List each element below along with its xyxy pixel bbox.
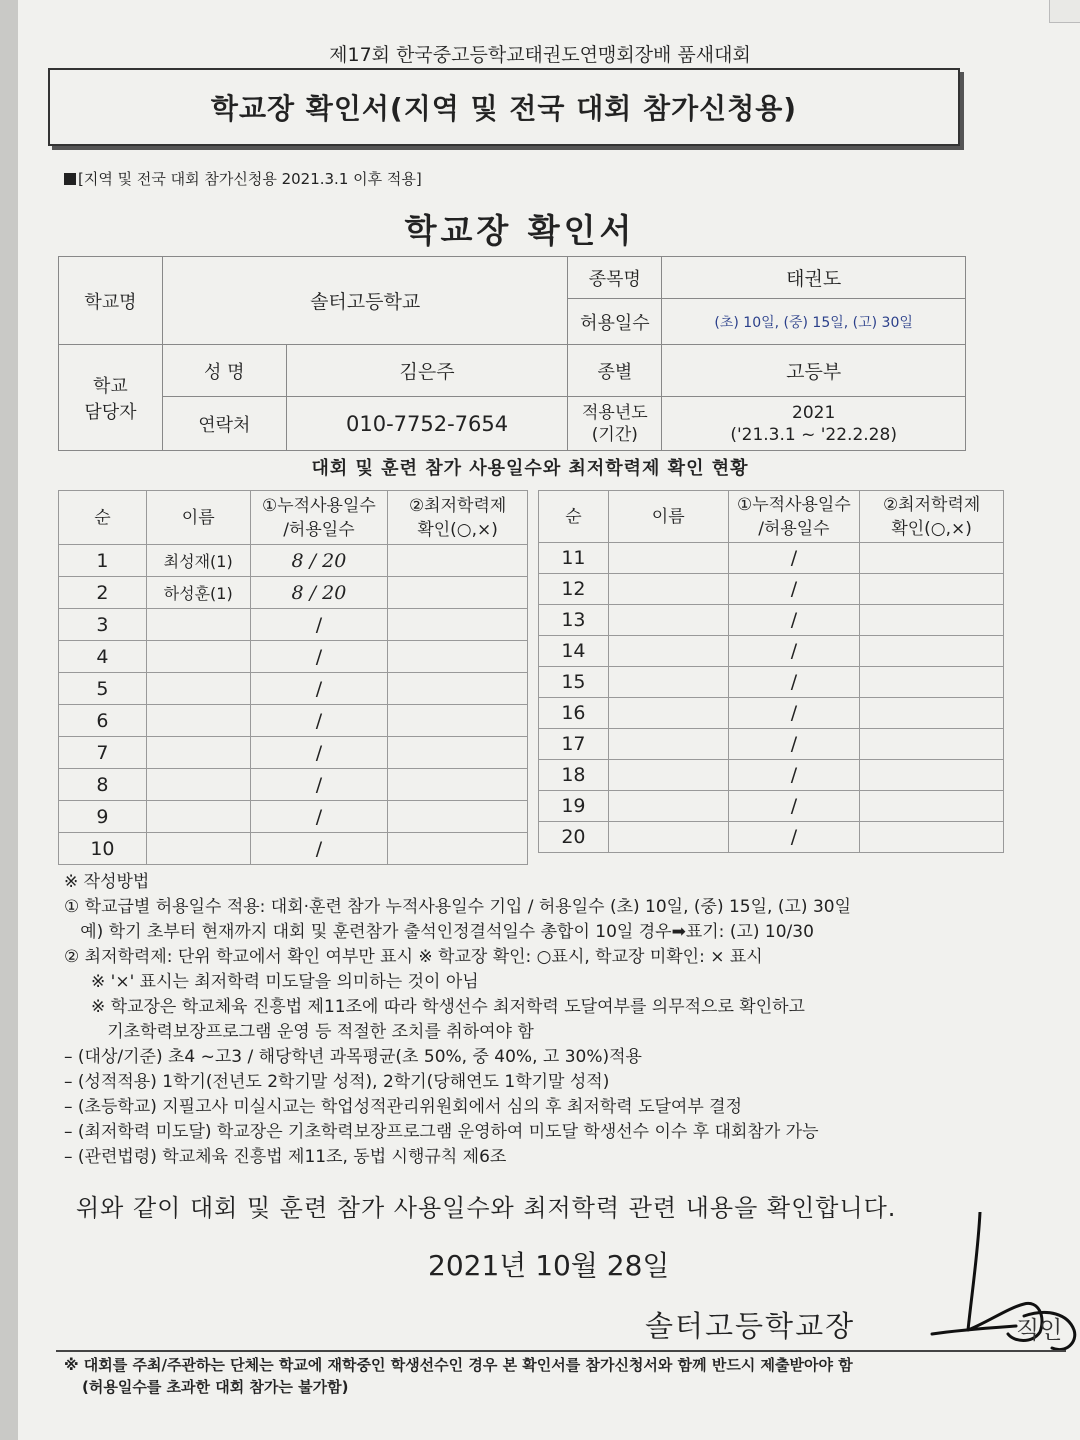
- year-value: 2021 ('21.3.1 ~ '22.2.28): [662, 397, 966, 451]
- document-banner: 학교장 확인서(지역 및 전국 대회 참가신청용): [48, 68, 960, 146]
- issue-date: 2021년 10월 28일: [428, 1249, 670, 1282]
- table-row: [59, 833, 528, 865]
- school-label: 학교명: [59, 257, 163, 345]
- student-name: [608, 698, 728, 729]
- student-name: [146, 609, 250, 641]
- days-used: /: [728, 760, 860, 791]
- status-rows-left: [59, 545, 528, 865]
- method-line: ※ '×' 표시는 최저학력 미도달을 의미하는 것이 아님: [64, 972, 479, 992]
- row-number: 4: [59, 641, 147, 673]
- table-row: [539, 791, 1004, 822]
- table-row: [539, 636, 1004, 667]
- name-label: 성 명: [162, 345, 286, 397]
- division-value: 고등부: [662, 345, 966, 397]
- student-name: [146, 673, 250, 705]
- row-number: 20: [539, 822, 609, 853]
- method-line: – (관련법령) 학교체육 진흥법 제11조, 동법 시행규칙 제6조: [64, 1147, 507, 1167]
- min-academic-check: [388, 801, 528, 833]
- min-academic-check: [860, 543, 1004, 574]
- table-row: [539, 822, 1004, 853]
- event-value: 태권도: [662, 257, 966, 299]
- student-name: [146, 641, 250, 673]
- days-used: /: [250, 609, 388, 641]
- student-name: [608, 729, 728, 760]
- table-row: [59, 705, 528, 737]
- min-academic-check: [388, 705, 528, 737]
- min-academic-check: [388, 769, 528, 801]
- min-academic-check: [860, 574, 1004, 605]
- days-used: /: [728, 543, 860, 574]
- student-name: [608, 822, 728, 853]
- col-name: 이름: [146, 491, 250, 545]
- division-label: 종별: [568, 345, 662, 397]
- student-name: [608, 760, 728, 791]
- row-number: 2: [59, 577, 147, 609]
- seal-text: 직인: [1016, 1316, 1063, 1344]
- contact-value: 010-7752-7654: [286, 397, 568, 451]
- footnote-line: ※ 대회를 주최/주관하는 단체는 학교에 재학중인 학생선수인 경우 본 확인서를 참가신청서와 함께 반드시 제출받아야 함: [64, 1356, 853, 1374]
- footnote: [64, 1354, 853, 1398]
- row-number: 18: [539, 760, 609, 791]
- student-name: [608, 667, 728, 698]
- min-academic-check: [860, 636, 1004, 667]
- method-line: – (최저학력 미도달) 학교장은 기초학력보장프로그램 운영하여 미도달 학생선수 이수 후 대회참가 가능: [64, 1122, 819, 1142]
- student-name: [146, 737, 250, 769]
- manager-name: 김은주: [286, 345, 568, 397]
- row-number: 15: [539, 667, 609, 698]
- table-row: [539, 729, 1004, 760]
- min-academic-check: [860, 791, 1004, 822]
- col-no: 순: [59, 491, 147, 545]
- table-row: [59, 609, 528, 641]
- days-used: /: [250, 801, 388, 833]
- min-academic-check: [388, 577, 528, 609]
- min-academic-check: [860, 760, 1004, 791]
- status-table-right: [538, 490, 1004, 853]
- table-row: [59, 577, 528, 609]
- status-rows-right: [539, 543, 1004, 853]
- year-label: 적용년도 (기간): [568, 397, 662, 451]
- table-row: [59, 769, 528, 801]
- col-days: ①누적사용일수 /허용일수: [250, 491, 388, 545]
- paper-corner: [1049, 0, 1080, 23]
- min-academic-check: [860, 605, 1004, 636]
- method-line: – (초등학교) 지필고사 미실시교는 학업성적관리위원회에서 심의 후 최저학력 도달여부 결정: [64, 1097, 743, 1117]
- school-name: 솔터고등학교: [162, 257, 568, 345]
- table-row: [59, 673, 528, 705]
- status-title: 대회 및 훈련 참가 사용일수와 최저학력제 확인 현황: [311, 458, 749, 479]
- student-name: [146, 705, 250, 737]
- method-line: – (성적적용) 1학기(전년도 2학기말 성적), 2학기(당해연도 1학기말 성적): [64, 1072, 610, 1092]
- row-number: 17: [539, 729, 609, 760]
- min-academic-check: [388, 737, 528, 769]
- student-name: [608, 791, 728, 822]
- days-used: /: [728, 822, 860, 853]
- row-number: 6: [59, 705, 147, 737]
- days-used: /: [728, 667, 860, 698]
- min-academic-check: [860, 729, 1004, 760]
- table-row: [539, 543, 1004, 574]
- row-number: 13: [539, 605, 609, 636]
- days-used: /: [728, 729, 860, 760]
- col-name: 이름: [608, 491, 728, 543]
- table-row: [539, 698, 1004, 729]
- days-used: /: [250, 705, 388, 737]
- min-academic-check: [388, 609, 528, 641]
- col-no: 순: [539, 491, 609, 543]
- school-info-table: [58, 256, 966, 451]
- student-name: [146, 801, 250, 833]
- method-line: ② 최저학력제: 단위 학교에서 확인 여부만 표시 ※ 학교장 확인: ○표시, 학교장 미확인: × 표시: [64, 947, 763, 967]
- min-academic-check: [388, 673, 528, 705]
- row-number: 3: [59, 609, 147, 641]
- min-academic-check: [388, 833, 528, 865]
- table-row: [539, 574, 1004, 605]
- days-used: /: [250, 737, 388, 769]
- table-row: [59, 641, 528, 673]
- method-line: – (대상/기준) 초4 ~고3 / 해당학년 과목평균(초 50%, 중 40%, 고 30%)적용: [64, 1047, 642, 1067]
- footer-divider: [56, 1350, 1066, 1352]
- col-check: ②최저학력제 확인(○,×): [860, 491, 1004, 543]
- days-used: /: [728, 698, 860, 729]
- footnote-line: (허용일수를 초과한 대회 참가는 불가함): [82, 1378, 349, 1396]
- row-number: 10: [59, 833, 147, 865]
- method-line: ※ 학교장은 학교체육 진흥법 제11조에 따라 학생선수 최저학력 도달여부를 의무적으로 확인하고: [64, 997, 805, 1017]
- row-number: 5: [59, 673, 147, 705]
- row-number: 19: [539, 791, 609, 822]
- min-academic-check: [388, 641, 528, 673]
- min-academic-check: [388, 545, 528, 577]
- confirmation-statement: 위와 같이 대회 및 훈련 참가 사용일수와 최저학력 관련 내용을 확인합니다.: [76, 1194, 897, 1222]
- student-name: [608, 605, 728, 636]
- min-academic-check: [860, 667, 1004, 698]
- days-used: 8 / 20: [250, 545, 388, 577]
- method-line: 예) 학기 초부터 현재까지 대회 및 훈련참가 출석인정결석일수 총합이 10일 경우➡표기: (고) 10/30: [64, 922, 814, 942]
- form-title: 학교장 확인서: [404, 211, 636, 250]
- applicability-note: [지역 및 전국 대회 참가신청용 2021.3.1 이후 적용]: [64, 168, 422, 189]
- manager-label: 학교 담당자: [59, 345, 163, 451]
- student-name: [608, 574, 728, 605]
- method-line: 기초학력보장프로그램 운영 등 적절한 조치를 취하여야 함: [64, 1022, 534, 1042]
- days-used: 8 / 20: [250, 577, 388, 609]
- student-name: [146, 833, 250, 865]
- method-line: ① 학교급별 허용일수 적용: 대회·훈련 참가 누적사용일수 기입 / 허용일수 (초) 10일, (중) 15일, (고) 30일: [64, 897, 852, 917]
- table-row: [59, 737, 528, 769]
- table-row: [59, 801, 528, 833]
- row-number: 16: [539, 698, 609, 729]
- days-used: /: [728, 636, 860, 667]
- row-number: 7: [59, 737, 147, 769]
- square-bullet-icon: [64, 173, 76, 185]
- principal-title: 솔터고등학교장: [645, 1309, 856, 1343]
- table-row: [539, 605, 1004, 636]
- row-number: 14: [539, 636, 609, 667]
- student-name: 하성훈(1): [146, 577, 250, 609]
- table-row: [539, 667, 1004, 698]
- days-used: /: [250, 769, 388, 801]
- days-used: /: [250, 673, 388, 705]
- col-check: ②최저학력제 확인(○,×): [388, 491, 528, 545]
- days-used: /: [250, 641, 388, 673]
- table-row: [539, 760, 1004, 791]
- table-row: [59, 545, 528, 577]
- student-name: [608, 543, 728, 574]
- min-academic-check: [860, 822, 1004, 853]
- competition-header: 제17회 한국중고등학교태권도연맹회장배 품새대회: [329, 44, 751, 66]
- row-number: 8: [59, 769, 147, 801]
- row-number: 9: [59, 801, 147, 833]
- row-number: 11: [539, 543, 609, 574]
- writing-method: [64, 870, 1044, 1170]
- days-used: /: [250, 833, 388, 865]
- contact-label: 연락처: [162, 397, 286, 451]
- student-name: [608, 636, 728, 667]
- allowed-days-value: (초) 10일, (중) 15일, (고) 30일: [662, 299, 966, 345]
- method-line: ※ 작성방법: [64, 872, 150, 892]
- days-used: /: [728, 574, 860, 605]
- row-number: 1: [59, 545, 147, 577]
- principal-signature: [928, 1212, 1078, 1362]
- min-academic-check: [860, 698, 1004, 729]
- allowed-days-label: 허용일수: [568, 299, 662, 345]
- event-label: 종목명: [568, 257, 662, 299]
- col-days: ①누적사용일수 /허용일수: [728, 491, 860, 543]
- days-used: /: [728, 605, 860, 636]
- student-name: [146, 769, 250, 801]
- student-name: 최성재(1): [146, 545, 250, 577]
- days-used: /: [728, 791, 860, 822]
- status-table-left: [58, 490, 528, 865]
- row-number: 12: [539, 574, 609, 605]
